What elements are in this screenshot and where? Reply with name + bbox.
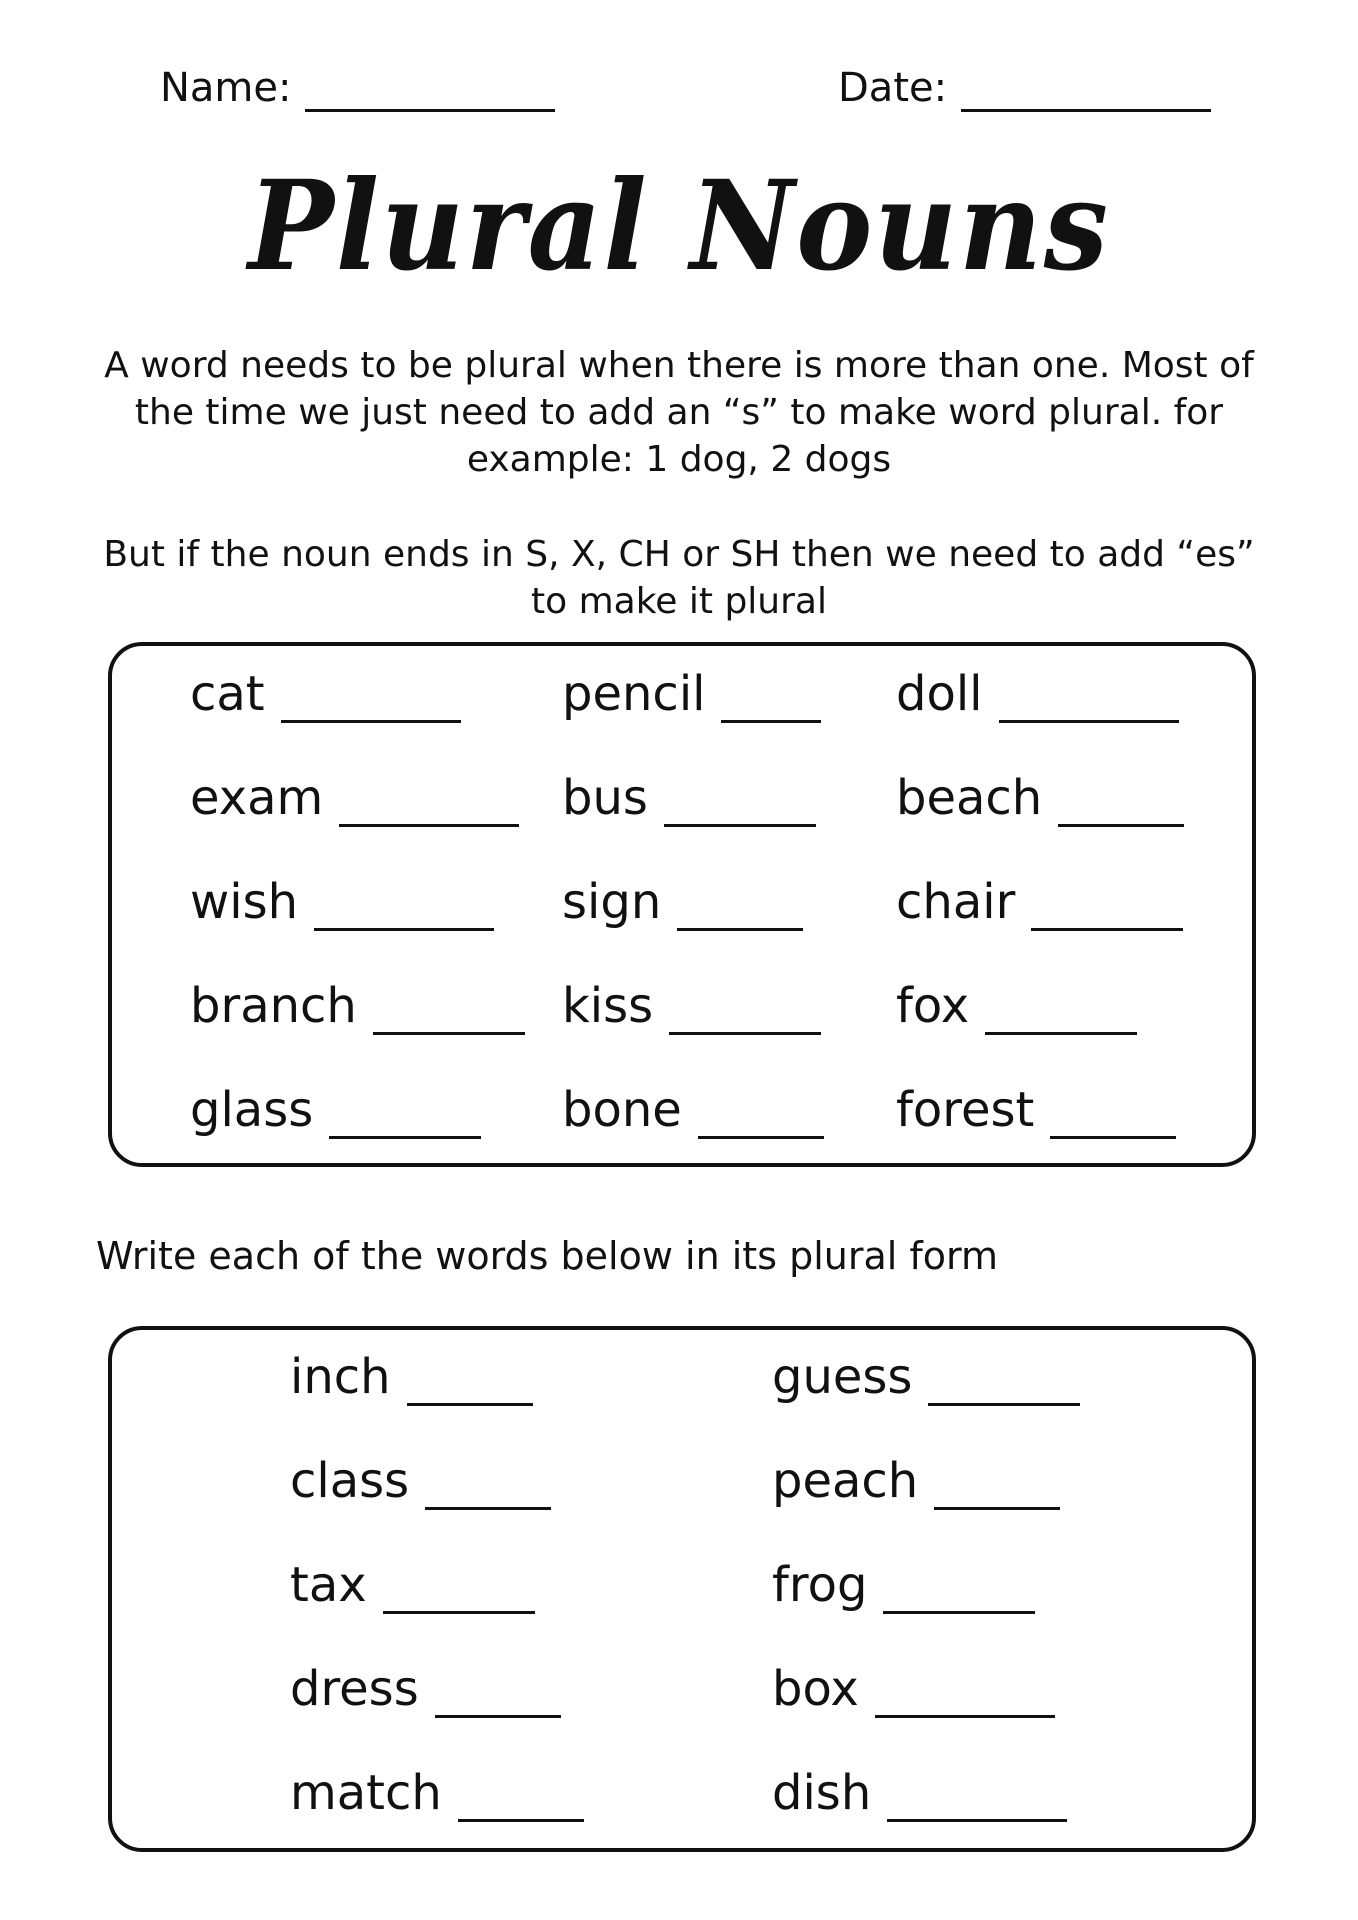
list-item <box>290 1764 584 1822</box>
answer-line[interactable] <box>664 778 816 827</box>
answer-line[interactable] <box>928 1357 1080 1406</box>
answer-line[interactable] <box>887 1773 1067 1822</box>
word-label: box <box>772 1661 859 1717</box>
answer-line[interactable] <box>669 986 821 1035</box>
answer-line[interactable] <box>875 1669 1055 1718</box>
date-field[interactable] <box>838 64 1211 112</box>
answer-line[interactable] <box>281 674 461 723</box>
list-item <box>896 769 1184 827</box>
answer-line[interactable] <box>721 674 821 723</box>
answer-line[interactable] <box>1031 882 1183 931</box>
word-label: peach <box>772 1453 919 1509</box>
word-box-2 <box>108 1326 1256 1852</box>
answer-line[interactable] <box>373 986 525 1035</box>
list-item <box>896 1081 1176 1139</box>
list-item <box>562 1081 824 1139</box>
list-item <box>290 1556 535 1614</box>
list-item <box>190 977 525 1035</box>
word-label: sign <box>562 874 662 930</box>
word-label: cat <box>190 666 265 722</box>
list-item <box>896 873 1183 931</box>
word-label: pencil <box>562 666 706 722</box>
list-item <box>190 873 494 931</box>
list-item <box>190 769 519 827</box>
answer-line[interactable] <box>383 1565 535 1614</box>
word-label: glass <box>190 1082 314 1138</box>
answer-line[interactable] <box>934 1461 1060 1510</box>
word-label: bus <box>562 770 648 826</box>
list-item <box>562 873 803 931</box>
list-item <box>772 1452 1060 1510</box>
answer-line[interactable] <box>985 986 1137 1035</box>
word-label: wish <box>190 874 299 930</box>
word-label: kiss <box>562 978 654 1034</box>
word-label: dish <box>772 1765 872 1821</box>
list-item <box>772 1556 1035 1614</box>
list-item <box>562 665 821 723</box>
answer-line[interactable] <box>883 1565 1035 1614</box>
answer-line[interactable] <box>1058 778 1184 827</box>
word-label: class <box>290 1453 410 1509</box>
list-item <box>290 1348 533 1406</box>
answer-line[interactable] <box>407 1357 533 1406</box>
list-item <box>290 1660 561 1718</box>
word-label: tax <box>290 1557 367 1613</box>
list-item <box>290 1452 551 1510</box>
answer-line[interactable] <box>458 1773 584 1822</box>
answer-line[interactable] <box>677 882 803 931</box>
list-item <box>190 665 461 723</box>
word-label: guess <box>772 1349 913 1405</box>
name-blank-line[interactable] <box>305 73 555 112</box>
list-item <box>562 977 821 1035</box>
answer-line[interactable] <box>314 882 494 931</box>
list-item <box>562 769 816 827</box>
answer-line[interactable] <box>329 1090 481 1139</box>
answer-line[interactable] <box>698 1090 824 1139</box>
list-item <box>190 1081 481 1139</box>
list-item <box>896 977 1137 1035</box>
intro-paragraph: A word needs to be plural when there is more than one. Most of the time we just need to add an “s” to make word plural. for example: 1 dog, 2 dogs <box>104 345 1254 480</box>
answer-line[interactable] <box>425 1461 551 1510</box>
answer-line[interactable] <box>1050 1090 1176 1139</box>
word-label: beach <box>896 770 1043 826</box>
word-label: exam <box>190 770 324 826</box>
word-label: inch <box>290 1349 391 1405</box>
word-label: frog <box>772 1557 868 1613</box>
page-title: Plural Nouns <box>248 154 1110 299</box>
word-label: chair <box>896 874 1016 930</box>
word-label: forest <box>896 1082 1035 1138</box>
date-label: Date: <box>838 65 948 111</box>
list-item <box>772 1660 1055 1718</box>
word-label: bone <box>562 1082 682 1138</box>
word-label: branch <box>190 978 357 1034</box>
rule-paragraph: But if the noun ends in S, X, CH or SH then we need to add “es” to make it plural <box>103 534 1255 622</box>
name-label: Name: <box>160 65 292 111</box>
word-label: dress <box>290 1661 419 1717</box>
date-blank-line[interactable] <box>961 73 1211 112</box>
word-label: doll <box>896 666 983 722</box>
answer-line[interactable] <box>999 674 1179 723</box>
name-field[interactable] <box>160 64 555 112</box>
word-label: match <box>290 1765 442 1821</box>
list-item <box>896 665 1179 723</box>
instruction-text: Write each of the words below in its plural form <box>96 1234 998 1278</box>
answer-line[interactable] <box>339 778 519 827</box>
list-item <box>772 1348 1080 1406</box>
answer-line[interactable] <box>435 1669 561 1718</box>
list-item <box>772 1764 1067 1822</box>
word-label: fox <box>896 978 970 1034</box>
